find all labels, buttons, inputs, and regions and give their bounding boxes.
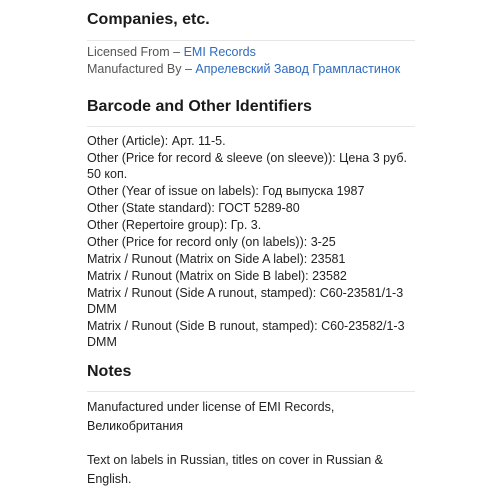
company-role-label: Licensed From –: [87, 45, 181, 59]
identifier-row: Other (Year of issue on labels): Год выпуска 1987: [87, 184, 365, 198]
identifiers-divider: [87, 126, 415, 127]
notes-body: [87, 398, 422, 504]
notes-divider: [87, 391, 415, 392]
identifier-row: Other (Price for record only (on labels)): 3-25: [87, 235, 336, 249]
company-link-emi-records[interactable]: EMI Records: [183, 45, 256, 59]
identifier-row: Matrix / Runout (Matrix on Side B label): 23582: [87, 269, 347, 283]
identifiers-list: [87, 133, 422, 351]
identifier-row: Other (Article): Арт. 11-5.: [87, 134, 226, 148]
identifier-row: Matrix / Runout (Matrix on Side A label): 23581: [87, 252, 346, 266]
identifier-row: Other (Repertoire group): Гр. 3.: [87, 218, 262, 232]
identifier-row: Matrix / Runout (Side A runout, stamped): С60-23581/1-3 DMM: [87, 286, 404, 316]
company-row-licensed-from: [87, 44, 422, 61]
identifier-row: Other (Price for record & sleeve (on sleeve)): Цена 3 руб. 50 коп.: [87, 151, 407, 181]
company-row-manufactured-by: [87, 61, 422, 78]
note-paragraph: Text on labels in Russian, titles on cover in Russian & English.: [87, 453, 383, 486]
company-link-aprelevka[interactable]: Апрелевский Завод Грампластинок: [195, 62, 401, 76]
companies-list: [87, 44, 422, 78]
company-role-label: Manufactured By –: [87, 62, 192, 76]
companies-heading: Companies, etc.: [87, 11, 210, 28]
companies-divider: [87, 40, 415, 41]
identifier-row: Other (State standard): ГОСТ 5289-80: [87, 201, 300, 215]
note-paragraph: Manufactured under license of EMI Records, Великобритания: [87, 400, 335, 433]
identifiers-heading: Barcode and Other Identifiers: [87, 98, 312, 115]
notes-heading: Notes: [87, 363, 132, 380]
identifier-row: Matrix / Runout (Side B runout, stamped): С60-23582/1-3 DMM: [87, 319, 405, 349]
